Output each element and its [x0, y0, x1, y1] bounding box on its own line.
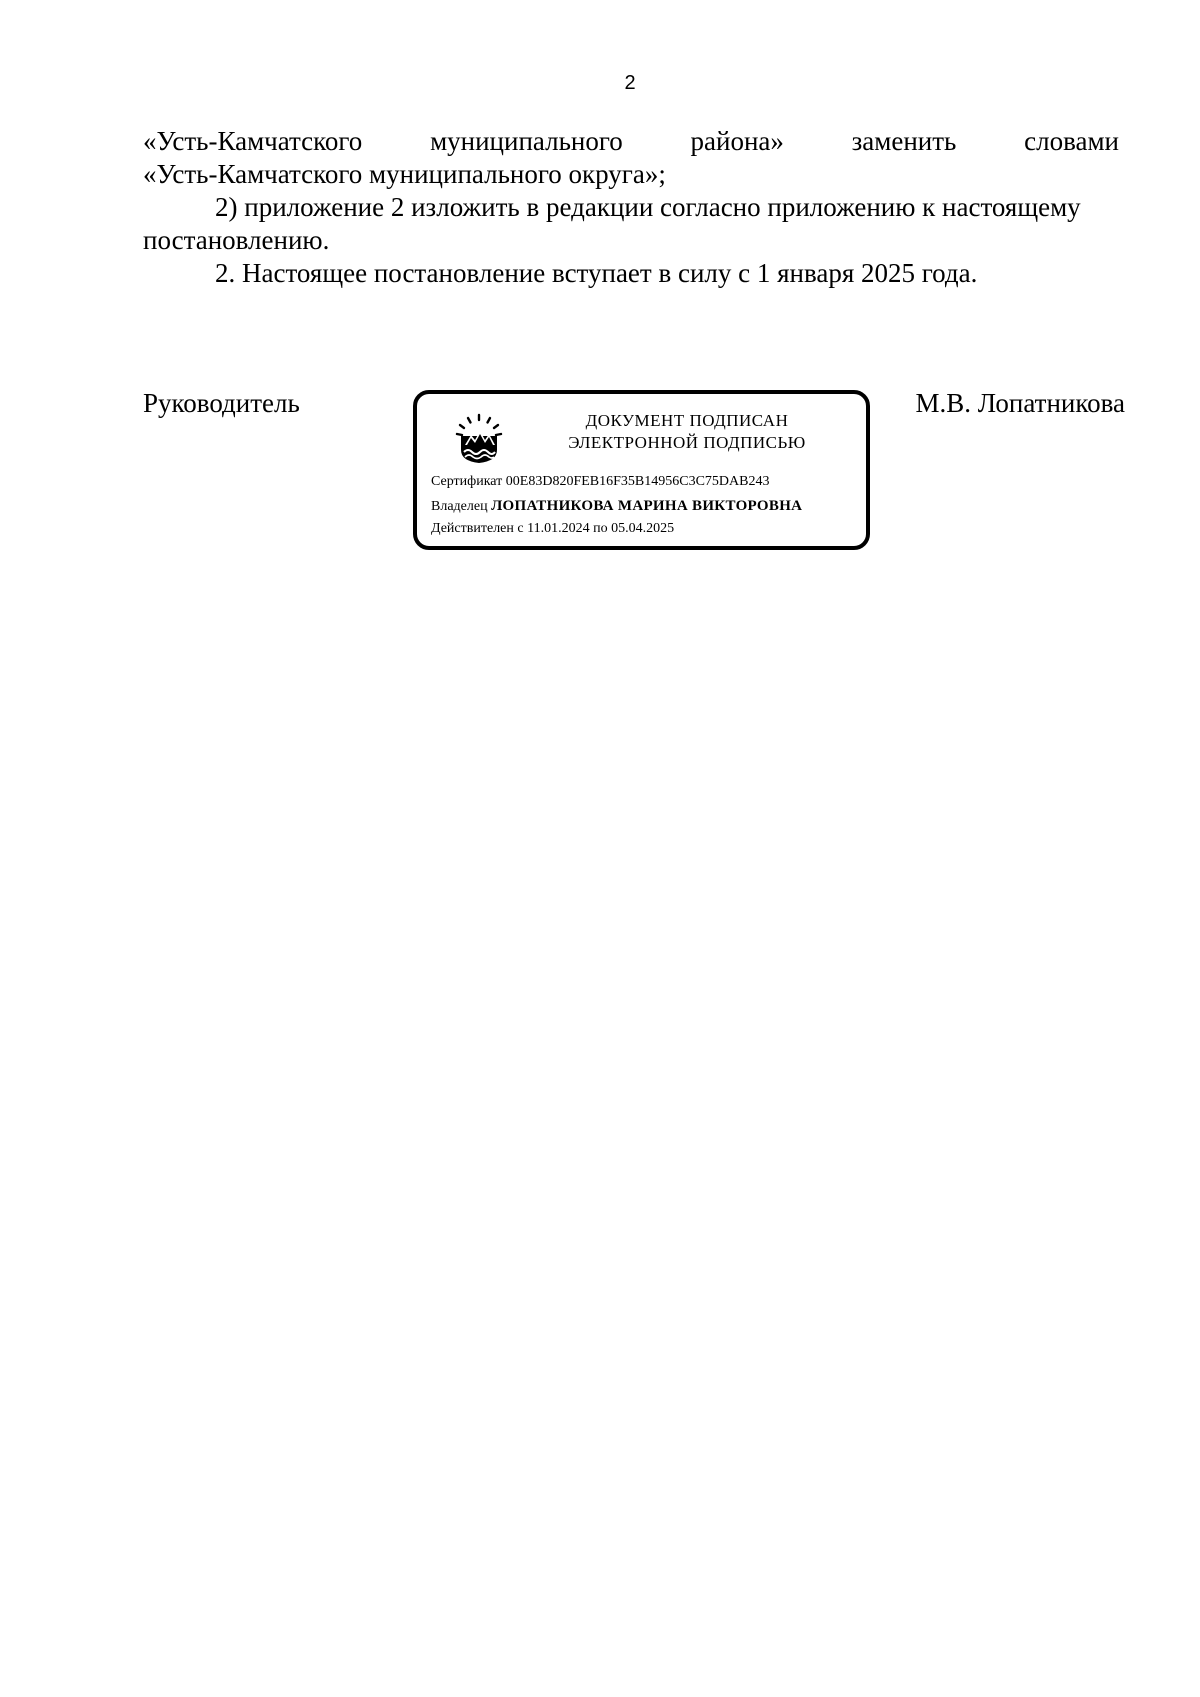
signatory-position: Руководитель: [143, 388, 300, 418]
valid-from-label: Действителен с: [431, 521, 524, 536]
word: «Усть-Камчатского: [143, 126, 363, 156]
stamp-owner: [431, 498, 802, 515]
owner-value: ЛОПАТНИКОВА МАРИНА ВИКТОРОВНА: [491, 498, 803, 514]
word: заменить: [851, 126, 957, 156]
valid-to-label: по: [593, 521, 608, 536]
coat-of-arms-icon: [453, 412, 505, 464]
paragraph-3: 2. Настоящее постановление вступает в силу с 1 января 2025 года.: [215, 258, 978, 288]
stamp-title-line-2: ЭЛЕКТРОННОЙ ПОДПИСЬЮ: [568, 433, 806, 452]
certificate-value: 00E83D820FEB16F35B14956C3C75DAB243: [505, 474, 770, 489]
stamp-validity: [431, 521, 674, 537]
page-number: 2: [624, 72, 636, 94]
certificate-label: Сертификат: [431, 474, 503, 489]
stamp-certificate: [431, 474, 769, 490]
valid-to: 05.04.2025: [611, 521, 675, 536]
body-line-1: [143, 125, 1119, 158]
body-line-2: «Усть-Камчатского муниципального округа»;: [143, 159, 666, 189]
stamp-title: [517, 410, 857, 454]
electronic-signature-stamp: [413, 390, 870, 550]
signatory-name: М.В. Лопатникова: [915, 388, 1125, 418]
stamp-title-line-1: ДОКУМЕНТ ПОДПИСАН: [585, 411, 789, 430]
word: района»: [690, 126, 784, 156]
paragraph-2: 2) приложение 2 изложить в редакции согласно приложению к настоящему постановлению.: [143, 192, 1081, 255]
word: муниципального: [430, 126, 623, 156]
owner-label: Владелец: [431, 499, 488, 514]
word: словами: [1024, 126, 1119, 156]
document-body: [143, 125, 1119, 290]
valid-from: 11.01.2024: [527, 521, 590, 536]
